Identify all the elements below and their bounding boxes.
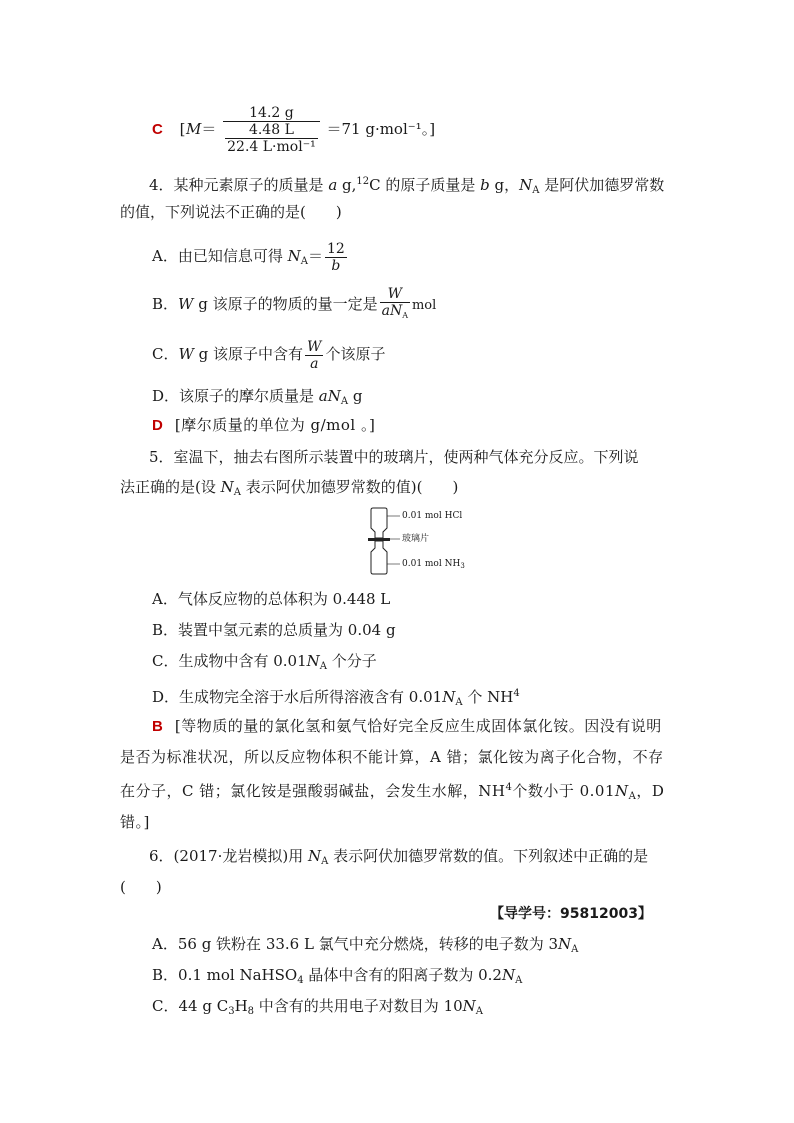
q4-answer-line: D [摩尔质量的单位为 g/mol 。] [152,416,376,434]
q4-stem-line-1: 4．某种元素原子的质量是 a g,$^{12}$C 的原子质量是 b g，$N_A$ 是阿伏加德罗常数 [149,176,665,196]
guide-number: 【导学号：95812003】 [490,906,652,922]
q4-stem-line-2: 的值，下列说法不正确的是( ) [120,203,342,221]
q6-stem-line-1: 6．(2017·龙岩模拟)用 $N_A$ 表示阿伏加德罗常数的值。下列叙述中正确的是 [149,847,649,867]
answer-letter: D [152,417,163,434]
q4-option-c: C．W g 该原子中含有 $\frac{W}{a}$ 个该原子 [152,338,386,372]
q4-option-d: D．该原子的摩尔质量是 $aN_A$ g [152,387,363,407]
figure-label-hcl: 0.01 mol HCl [402,511,463,521]
figure-label-glass: 玻璃片 [402,534,430,544]
q4-option-a: A．由已知信息可得 $N_A=$ $\frac{12}{b}$ [152,240,345,274]
upper-bottle [371,508,387,538]
q5-explanation-line-4: 错。] [120,813,150,831]
answer-letter: C [152,121,163,138]
q5-explanation-line-3: 在分子，C 错；氯化铵是强酸弱碱盐，会发生水解，$NH^4$个数小于 $0.01N_A$，D [120,782,665,802]
gas-apparatus-figure [360,506,480,578]
q5-stem-line-1: 5．室温下，抽去右图所示装置中的玻璃片，使两种气体充分反应。下列说 [149,448,639,466]
q3-answer-line: C [M＝ $\frac{14.2 g}{\frac{4.48 L}{\text{22.4 L·mol⁻¹}}}$ ＝71 g·mol⁻¹。] [152,105,436,155]
figure-label-nh3: 0.01 mol $NH_3$ [402,559,465,570]
q5-option-d: D．生成物完全溶于水后所得溶液含有 $0.01N_A$ 个 $NH^4$ [152,688,520,708]
q5-option-b: B．装置中氢元素的总质量为 0.04 g [152,621,396,639]
q6-stem-line-2: ( ) [120,878,162,896]
q6-option-c: C．44 g $C_3H_8$ 中含有的共用电子对数目为 $10N_A$ [152,997,484,1017]
q4-option-b: B．W g 该原子的物质的量一定是 $\frac{W}{aN_A}$ mol [152,286,437,320]
q6-option-a: A．56 g 铁粉在 33.6 L 氯气中充分燃烧，转移的电子数为 $3N_A$ [152,935,579,955]
q5-explanation-line-2: 是否为标准状况，所以反应物体积不能计算，A 错；氯化铵为离子化合物，不存 [120,748,664,766]
molar-mass-fraction: $\frac{14.2 g}{\frac{4.48 L}{\text{22.4 L·mol⁻¹}}}$ [223,105,320,155]
q5-option-a: A．气体反应物的总体积为 0.448 L [152,590,391,608]
q5-option-c: C．生成物中含有 $0.01N_A$ 个分子 [152,652,377,672]
q5-stem-line-2: 法正确的是(设 $N_A$ 表示阿伏加德罗常数的值)( ) [120,478,459,498]
q6-option-b: B．0.1 mol NaHSO$_4$ 晶体中含有的阳离子数为 $0.2N_A$ [152,966,523,986]
lower-bottle [371,541,387,574]
answer-letter: B [152,718,163,735]
q5-answer-line: B [等物质的量的氯化氢和氨气恰好完全反应生成固体氯化铵。因没有说明 [152,717,662,735]
